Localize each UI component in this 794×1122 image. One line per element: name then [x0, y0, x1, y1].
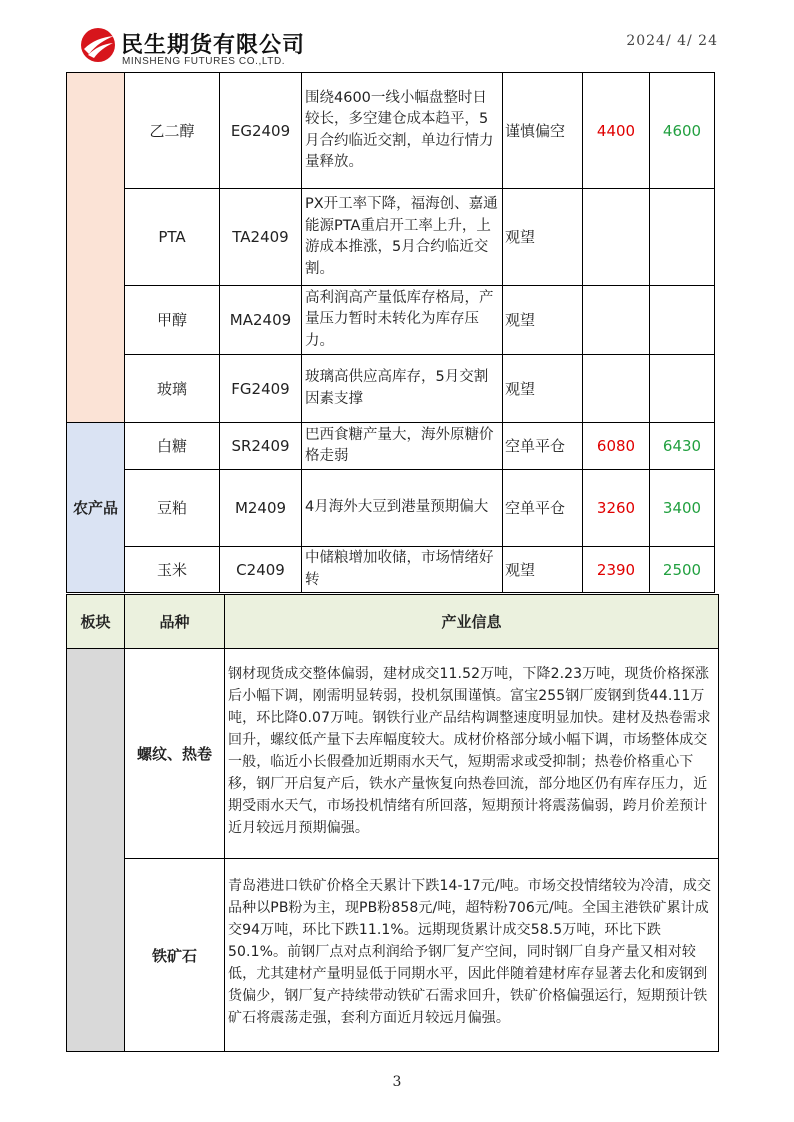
- logic-cell: 巴西食糖产量大，海外原糖价格走弱: [302, 423, 503, 470]
- agri-sector-cell: 农产品: [67, 423, 125, 593]
- report-date: 2024/ 4/ 24: [626, 33, 718, 49]
- info-cell: 青岛港进口铁矿价格全天累计下跌14-17元/吨。市场交投情绪较为冷清，成交品种以PB粉为主，现PB粉858元/吨，超特粉706元/吨。全国主港铁矿累计成交94万吨，环比下跌11.1%。远期现货累计成交58.5万吨，环比下跌50.1%。前钢厂点对点利润给予钢厂复产空间，同时钢厂自身产量又相对较低，尤其建材产量明显低于同期水平，因此伴随着建材库存显著去化和废钢到货偏少，钢厂复产持续带动铁矿石需求回升，铁矿价格偏强运行，短期预计铁矿石将震荡走强，套利方面近月较远月偏强。: [225, 859, 719, 1052]
- logic-cell: 玻璃高供应高库存，5月交割因素支撑: [302, 355, 503, 423]
- variety-cell: 甲醇: [125, 286, 220, 355]
- table-row: [67, 423, 715, 470]
- logic-cell: PX开工率下降，福海创、嘉通能源PTA重启开工率上升，上游成本推涨，5月合约临近交割。: [302, 189, 503, 286]
- price-high-cell: [650, 286, 715, 355]
- table-row: [67, 73, 715, 189]
- view-cell: 空单平仓: [503, 423, 583, 470]
- view-cell: 观望: [503, 189, 583, 286]
- minsheng-logo-icon: [80, 27, 116, 63]
- table-row: [67, 859, 719, 1052]
- page-number: 3: [392, 1074, 402, 1090]
- price-low-cell: 6080: [583, 423, 650, 470]
- table-row: [67, 547, 715, 593]
- variety-cell: 螺纹、热卷: [125, 649, 225, 859]
- sector-cell: [67, 649, 125, 1052]
- price-high-cell: 3400: [650, 470, 715, 547]
- contract-cell: MA2409: [220, 286, 302, 355]
- price-low-cell: [583, 355, 650, 423]
- table-header-row: [67, 595, 719, 649]
- contract-cell: SR2409: [220, 423, 302, 470]
- table-row: [67, 470, 715, 547]
- contract-cell: C2409: [220, 547, 302, 593]
- variety-cell: 玉米: [125, 547, 220, 593]
- view-cell: 空单平仓: [503, 470, 583, 547]
- price-high-cell: 2500: [650, 547, 715, 593]
- contract-cell: M2409: [220, 470, 302, 547]
- price-low-cell: 4400: [583, 73, 650, 189]
- logic-cell: 4月海外大豆到港量预期偏大: [302, 470, 503, 547]
- view-cell: 观望: [503, 355, 583, 423]
- variety-cell: 豆粕: [125, 470, 220, 547]
- price-high-cell: [650, 189, 715, 286]
- variety-cell: 铁矿石: [125, 859, 225, 1052]
- price-low-cell: [583, 189, 650, 286]
- view-cell: 观望: [503, 286, 583, 355]
- table-row: [67, 189, 715, 286]
- view-cell: 观望: [503, 547, 583, 593]
- header-variety: 品种: [125, 595, 225, 649]
- page-header: [0, 0, 794, 72]
- table-row: [67, 286, 715, 355]
- price-low-cell: 2390: [583, 547, 650, 593]
- view-cell: 谨慎偏空: [503, 73, 583, 189]
- variety-cell: 玻璃: [125, 355, 220, 423]
- company-name-en: MINSHENG FUTURES CO.,LTD.: [122, 56, 286, 67]
- variety-cell: 白糖: [125, 423, 220, 470]
- header-sector: 板块: [67, 595, 125, 649]
- table-row: [67, 649, 719, 859]
- chem-sector-cell: [67, 73, 125, 423]
- header-info: 产业信息: [225, 595, 719, 649]
- price-high-cell: 4600: [650, 73, 715, 189]
- table-row: [67, 355, 715, 423]
- price-high-cell: [650, 355, 715, 423]
- price-high-cell: 6430: [650, 423, 715, 470]
- logic-cell: 围绕4600一线小幅盘整时日较长，多空建仓成本趋平，5月合约临近交割，单边行情力量释放。: [302, 73, 503, 189]
- logic-cell: 高利润高产量低库存格局，产量压力暂时未转化为库存压力。: [302, 286, 503, 355]
- price-low-cell: [583, 286, 650, 355]
- variety-cell: 乙二醇: [125, 73, 220, 189]
- strategy-table: [66, 72, 715, 593]
- logic-cell: 中储粮增加收储，市场情绪好转: [302, 547, 503, 593]
- industry-info-table: [66, 594, 719, 1052]
- contract-cell: EG2409: [220, 73, 302, 189]
- contract-cell: FG2409: [220, 355, 302, 423]
- contract-cell: TA2409: [220, 189, 302, 286]
- price-low-cell: 3260: [583, 470, 650, 547]
- info-cell: 钢材现货成交整体偏弱，建材成交11.52万吨，下降2.23万吨，现货价格探涨后小幅下调，刚需明显转弱，投机氛围谨慎。富宝255钢厂废钢到货44.11万吨，环比降0.07万吨。钢铁行业产品结构调整速度明显加快。建材及热卷需求回升，螺纹低产量下去库幅度较大。成材价格部分域小幅下调，市场整体成交一般，临近小长假叠加近期雨水天气，短期需求或受抑制；热卷价格重心下移，钢厂开启复产后，铁水产量恢复向热卷回流，部分地区仍有库存压力，近期受雨水天气，市场投机情绪有所回落，短期预计将震荡偏弱，跨月价差预计近月较远月预期偏强。: [225, 649, 719, 859]
- company-name-cn: 民生期货有限公司: [121, 33, 306, 58]
- variety-cell: PTA: [125, 189, 220, 286]
